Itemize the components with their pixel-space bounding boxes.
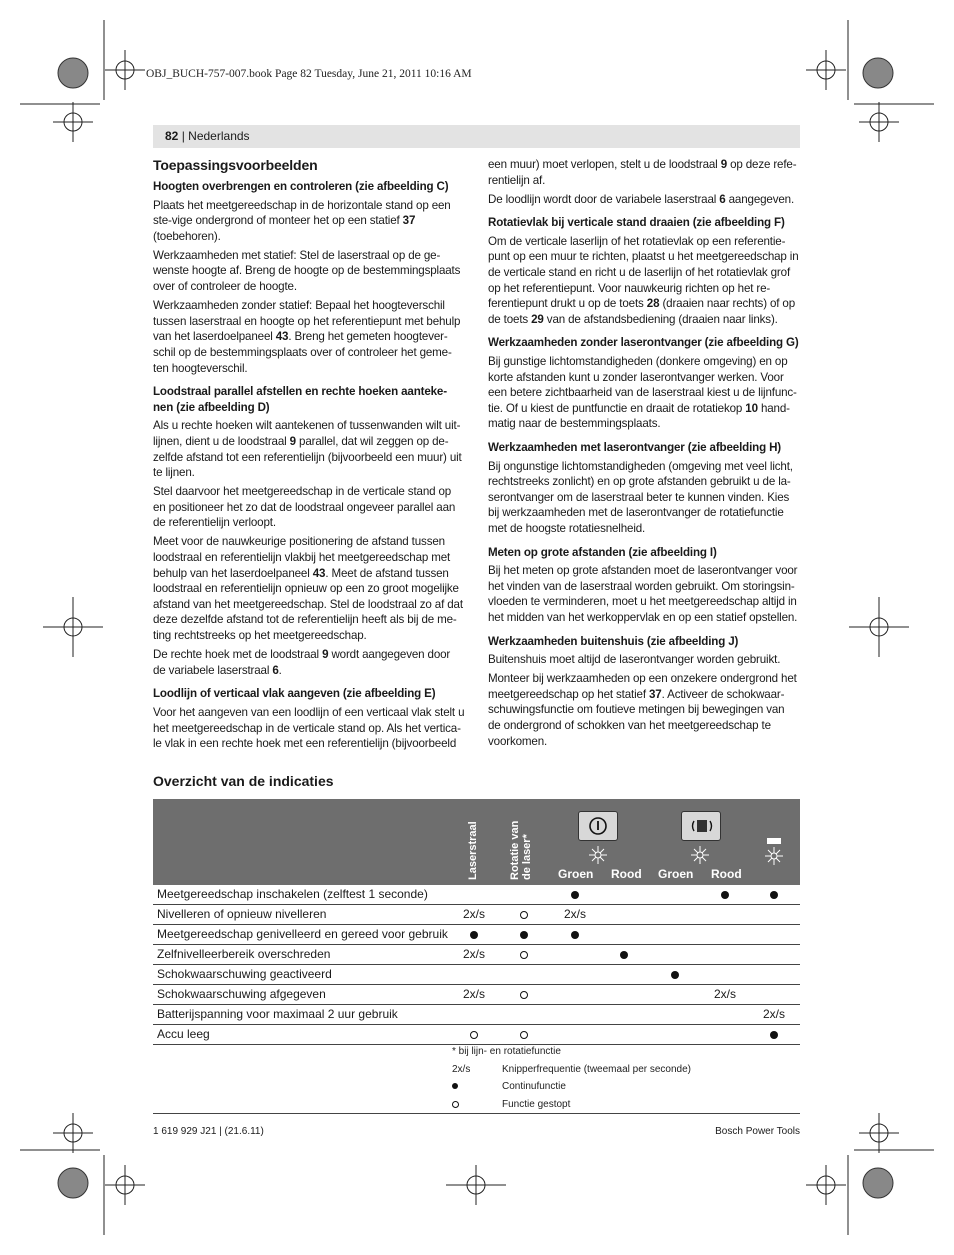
right-paragraph: Bij ongunstige lichtomstandigheden (omgeving met veel licht, rechtstreeks zonlicht) en op grote afstanden gebruikt u de la-serontvanger om de laserstraal beter te kunnen vinden. Kies bij werkzaamheden met de laserontvanger de rotatiefunctie met de hoogste rotatiesnelheid. — [488, 459, 793, 535]
left-paragraph: Werkzaamheden zonder statief: Bepaal het hoogteverschil tussen laserstraal en hoogte op het referentiepunt met behulp van het laserdoelpaneel 43. Breng het gemeten hoogtever-schil op de bestemmingsplaats over of controleer het geme-ten hoogteverschil. — [153, 299, 461, 375]
row-label: Meetgereedschap inschakelen (zelftest 1 seconde) — [157, 887, 428, 901]
legend-item — [452, 1081, 566, 1099]
row-label: Schokwaarschuwing afgegeven — [157, 987, 326, 1001]
continuous-indicator — [705, 887, 745, 902]
shock-warning-icon — [681, 811, 721, 841]
header-rood-1: Rood — [611, 867, 642, 881]
legend-text: Functie gestopt — [502, 1098, 571, 1110]
table-row — [153, 905, 800, 925]
blink-indicator: 2x/s — [462, 987, 485, 1001]
continuous-indicator — [754, 887, 794, 902]
indications-table — [153, 885, 800, 1045]
right-column — [488, 157, 800, 753]
right-paragraph: De loodlijn wordt door de variabele laserstraal 6 aangegeven. — [488, 192, 795, 206]
table-row — [153, 885, 800, 905]
right-heading: Rotatievlak bij verticale stand draaien (zie afbeelding F) — [488, 216, 785, 230]
left-paragraph: Meet voor de nauwkeurige positionering de afstand tussen loodstraal en referentielijn vlakbij het meetgereedschap met behulp van het laserdoelpaneel 43. Meet de afstand tussen loodstraal en referentielijn opnieuw op een zo groot mogelijke afstand van het meetgereedschap. Stel de loodstraal zo af dat deze dezelfde afstand tot de referentielijn heeft als bij de me-ting rechtstreeks op het meetgereedschap. — [153, 535, 463, 643]
header-groen-2: Groen — [658, 867, 694, 881]
table-row — [153, 1025, 800, 1045]
left-paragraph: Plaats het meetgereedschap in de horizontale stand op een ste-vige ondergrond of monteer het op een statief 37 (toebehoren). — [153, 198, 451, 243]
page-number: 82 — [165, 129, 179, 143]
continuous-indicator — [454, 927, 494, 942]
header-groen-1: Groen — [558, 867, 594, 881]
continuous-indicator — [604, 947, 644, 962]
table-row — [153, 945, 800, 965]
table-legend — [452, 1046, 691, 1116]
continuous-indicator — [504, 927, 544, 942]
left-column — [153, 157, 465, 755]
footer-brand: Bosch Power Tools — [715, 1126, 800, 1137]
left-paragraph: De rechte hoek met de loodstraal 9 wordt aangegeven door de variabele laserstraal 6. — [153, 648, 451, 677]
blink-symbol: 2x/s — [452, 1063, 471, 1075]
stopped-indicator — [454, 1027, 494, 1042]
continuous-indicator — [655, 967, 695, 982]
red-led-icon — [690, 845, 710, 865]
footer-doc-number: 1 619 929 J21 | (21.6.11) — [153, 1126, 264, 1137]
header-separator: | — [181, 129, 185, 143]
continuous-symbol — [452, 1081, 458, 1092]
table-row — [153, 1005, 800, 1025]
table-footnote: * bij lijn- en rotatiefunctie — [452, 1046, 561, 1057]
header-language: Nederlands — [188, 129, 250, 143]
left-paragraph: Voor het aangeven van een loodlijn of een verticaal vlak stelt u het meetgereedschap in de verticale stand op. Als het vertica-le vlak in een rechte hoek met een referentielijn (bijvoorbeeld — [153, 705, 465, 751]
left-paragraph: Als u rechte hoeken wilt aantekenen of tussenwanden wilt uit-lijnen, dient u de loodstraal 9 parallel, dat wil zeggen op de-zelfde afstand tot een referentielijn (bijvoorbeeld een muur) uit te lijnen. — [153, 419, 462, 480]
right-paragraph: Buitenshuis moet altijd de laserontvanger worden gebruikt. — [488, 653, 781, 667]
left-heading: Hoogten overbrengen en controleren (zie afbeelding C) — [153, 180, 449, 193]
row-label: Nivelleren of opnieuw nivelleren — [157, 907, 327, 921]
blink-indicator: 2x/s — [762, 1007, 785, 1021]
right-paragraph: Bij het meten op grote afstanden moet de laserontvanger voor het vinden van de laserstraal worden gebruikt. Om storingsin-vloeden te verminderen, moet u het meetgereedschap altijd in het midden van het werkoppervlak en op een statief opstellen. — [488, 564, 798, 624]
power-button-icon — [578, 811, 618, 841]
table-row — [153, 925, 800, 945]
right-heading: Werkzaamheden buitenshuis (zie afbeelding J) — [488, 634, 739, 648]
left-blocks — [153, 179, 465, 752]
row-label: Meetgereedschap genivelleerd en gereed voor gebruik — [157, 927, 448, 941]
row-label: Zelfnivelleerbereik overschreden — [157, 947, 331, 961]
left-heading: Loodlijn of verticaal vlak aangeven (zie afbeelding E) — [153, 687, 436, 701]
right-paragraph: Om de verticale laserlijn of het rotatievlak op een referentie-punt op een muur te richten, plaatst u het meetgereedschap in de verticale stand en richt u de laserlijn of het rotatievlak grof op het referentiepunt. Voor nauwkeurig richten op het re-ferentiepunt drukt u op de toets 28 (draaien naar rechts) of op de toets 29 van de afstandsbediening (draaien naar links). — [488, 234, 799, 326]
stopped-indicator — [504, 987, 544, 1002]
stopped-indicator — [504, 1027, 544, 1042]
battery-led-icon — [764, 838, 784, 866]
stopped-symbol — [452, 1099, 459, 1111]
table-row — [153, 985, 800, 1005]
green-led-icon — [588, 845, 608, 865]
table-row — [153, 965, 800, 985]
header-rotatie: Rotatie van de laser* — [509, 820, 533, 880]
legend-text: Knipperfrequentie (tweemaal per seconde) — [502, 1063, 691, 1075]
header-laserstraal: Laserstraal — [467, 821, 479, 880]
legend-item — [452, 1063, 691, 1082]
row-label: Batterijspanning voor maximaal 2 uur gebruik — [157, 1007, 398, 1021]
continuous-indicator — [555, 927, 595, 942]
stopped-indicator — [504, 947, 544, 962]
blink-indicator: 2x/s — [462, 907, 485, 921]
bottom-rule — [153, 1113, 800, 1114]
left-heading: Loodstraal parallel afstellen en rechte hoeken aanteke-nen (zie afbeelding D) — [153, 385, 447, 414]
section-title: Toepassingsvoorbeelden — [153, 157, 318, 173]
right-heading: Werkzaamheden met laserontvanger (zie afbeelding H) — [488, 441, 782, 454]
right-blocks — [488, 157, 800, 749]
stopped-indicator — [504, 907, 544, 922]
row-label: Schokwaarschuwing geactiveerd — [157, 967, 332, 981]
right-paragraph: Monteer bij werkzaamheden op een onzekere ondergrond het meetgereedschap op het statief 37. Activeer de schokwaar-schuwingsfunctie om foutieve metingen bij bewegingen van de ondergrond of schokken van het meetgereedschap te voorkomen. — [488, 672, 797, 748]
blink-indicator: 2x/s — [563, 907, 586, 921]
legend-text: Continufunctie — [502, 1081, 566, 1092]
blink-indicator: 2x/s — [462, 947, 485, 961]
header-rood-2: Rood — [711, 867, 742, 881]
right-heading: Werkzaamheden zonder laserontvanger (zie afbeelding G) — [488, 336, 799, 350]
left-paragraph: Stel daarvoor het meetgereedschap in de verticale stand op en positioneer het zo dat de loodstraal ongeveer parallel aan de referentielijn verloopt. — [153, 485, 456, 530]
right-heading: Meten op grote afstanden (zie afbeelding I) — [488, 545, 717, 559]
overview-title: Overzicht van de indicaties — [153, 773, 334, 789]
right-paragraph: een muur) moet verlopen, stelt u de loodstraal 9 op deze refe-rentielijn af. — [488, 158, 797, 187]
book-slug: OBJ_BUCH-757-007.book Page 82 Tuesday, June 21, 2011 10:16 AM — [146, 68, 472, 80]
row-label: Accu leeg — [157, 1027, 210, 1041]
continuous-indicator — [555, 887, 595, 902]
left-paragraph: Werkzaamheden met statief: Stel de laserstraal op de ge-wenste hoogte af. Breng de hoogte op de bestemmingsplaats over of controleer de hoogte. — [153, 248, 461, 294]
page-header — [153, 125, 800, 148]
continuous-indicator — [754, 1027, 794, 1042]
right-paragraph: Bij gunstige lichtomstandigheden (donkere omgeving) en op korte afstanden kunt u zonder laserontvanger werken. Voor een betere zichtbaarheid van de laserstraal kiest u de lijnfunc-tie. Of u kiest de puntfunctie en draait de rotatiekop 10 hand-matig naar de bestemmingsplaats. — [488, 355, 797, 431]
blink-indicator: 2x/s — [713, 987, 736, 1001]
